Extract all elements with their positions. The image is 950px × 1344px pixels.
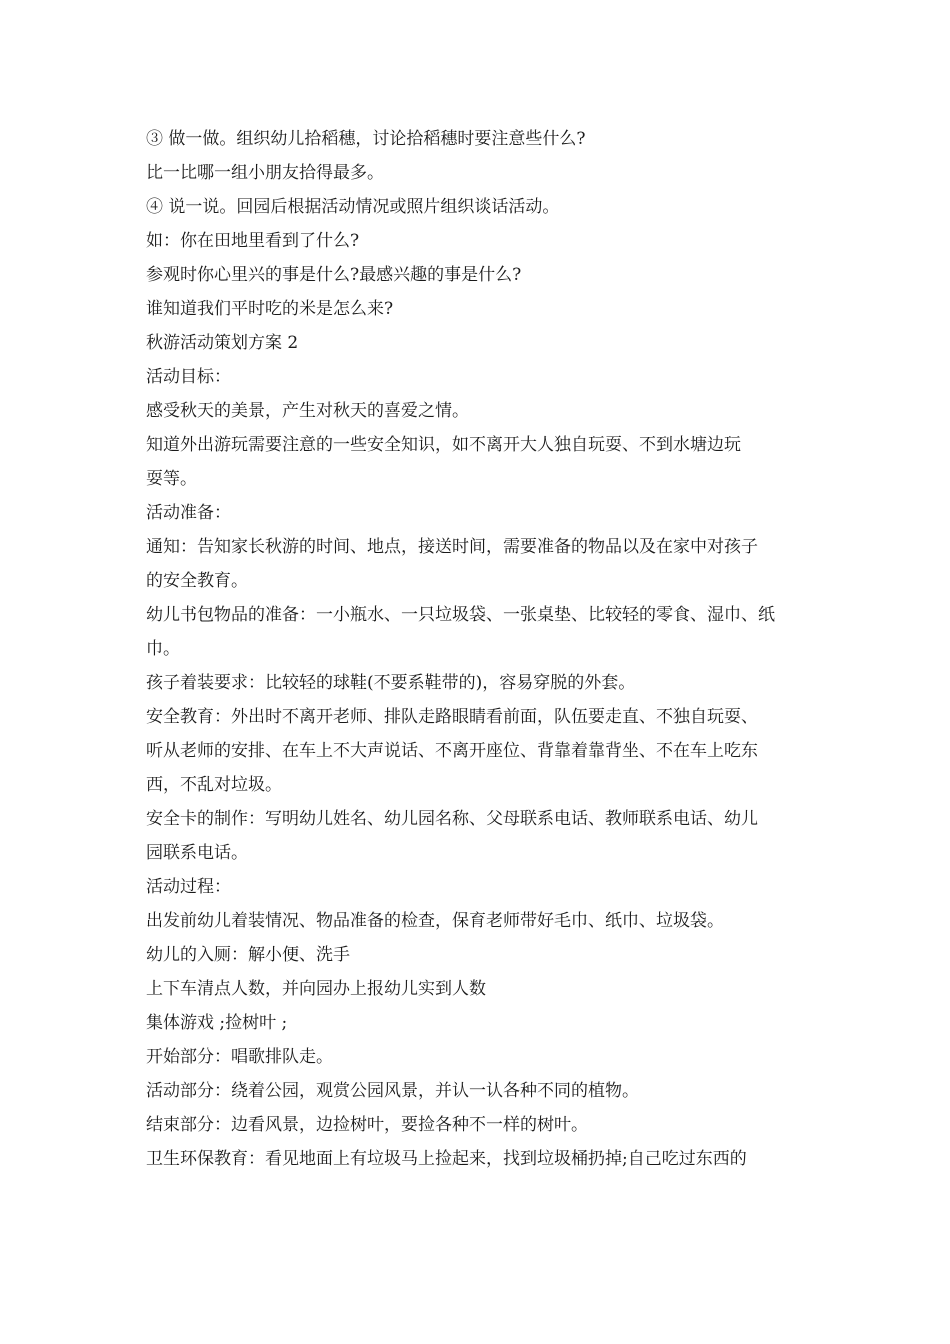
- subsection-heading: 活动准备：: [146, 503, 231, 523]
- text-line: 西，不乱对垃圾。: [146, 775, 282, 795]
- text-line: 比一比哪一组小朋友拾得最多。: [146, 163, 384, 183]
- text-line: 谁知道我们平时吃的米是怎么来?: [146, 299, 394, 319]
- text-line: 结束部分：边看风景，边捡树叶，要捡各种不一样的树叶。: [146, 1115, 588, 1135]
- text-line: 耍等。: [146, 469, 197, 489]
- text-line: 的安全教育。: [146, 571, 248, 591]
- text-line: 孩子着装要求：比较轻的球鞋(不要系鞋带的)，容易穿脱的外套。: [146, 673, 636, 693]
- text-line: 卫生环保教育：看见地面上有垃圾马上捡起来，找到垃圾桶扔掉;自己吃过东西的: [146, 1149, 747, 1169]
- text-line: 出发前幼儿着装情况、物品准备的检查，保育老师带好毛巾、纸巾、垃圾袋。: [146, 911, 724, 931]
- text-line: 园联系电话。: [146, 843, 248, 863]
- text-line: 安全卡的制作：写明幼儿姓名、幼儿园名称、父母联系电话、教师联系电话、幼儿: [146, 809, 758, 829]
- text-line: ④ 说一说。回园后根据活动情况或照片组织谈话活动。: [146, 197, 560, 217]
- text-line: 如：你在田地里看到了什么?: [146, 231, 360, 251]
- text-line: 听从老师的安排、在车上不大声说话、不离开座位、背靠着靠背坐、不在车上吃东: [146, 741, 758, 761]
- text-line: 幼儿的入厕：解小便、洗手: [146, 945, 350, 965]
- text-line: 通知：告知家长秋游的时间、地点，接送时间，需要准备的物品以及在家中对孩子: [146, 537, 758, 557]
- text-line: 上下车清点人数，并向园办上报幼儿实到人数: [146, 979, 486, 999]
- text-line: 集体游戏 ;捡树叶 ;: [146, 1013, 288, 1033]
- text-line: 感受秋天的美景，产生对秋天的喜爱之情。: [146, 401, 469, 421]
- text-line: 开始部分：唱歌排队走。: [146, 1047, 333, 1067]
- text-line: 知道外出游玩需要注意的一些安全知识，如不离开大人独自玩耍、不到水塘边玩: [146, 435, 741, 455]
- text-line: 巾。: [146, 639, 180, 659]
- subsection-heading: 活动过程：: [146, 877, 231, 897]
- text-line: 活动部分：绕着公园，观赏公园风景，并认一认各种不同的植物。: [146, 1081, 639, 1101]
- text-line: ③ 做一做。组织幼儿拾稻穗，讨论拾稻穗时要注意些什么?: [146, 129, 586, 149]
- text-line: 安全教育：外出时不离开老师、排队走路眼睛看前面，队伍要走直、不独自玩耍、: [146, 707, 758, 727]
- document-body: [146, 122, 814, 1176]
- text-line: 幼儿书包物品的准备：一小瓶水、一只垃圾袋、一张桌垫、比较轻的零食、湿巾、纸: [146, 605, 775, 625]
- text-line: 参观时你心里兴的事是什么?最感兴趣的事是什么?: [146, 265, 522, 285]
- section-heading: 秋游活动策划方案 2: [146, 333, 299, 353]
- subsection-heading: 活动目标：: [146, 367, 231, 387]
